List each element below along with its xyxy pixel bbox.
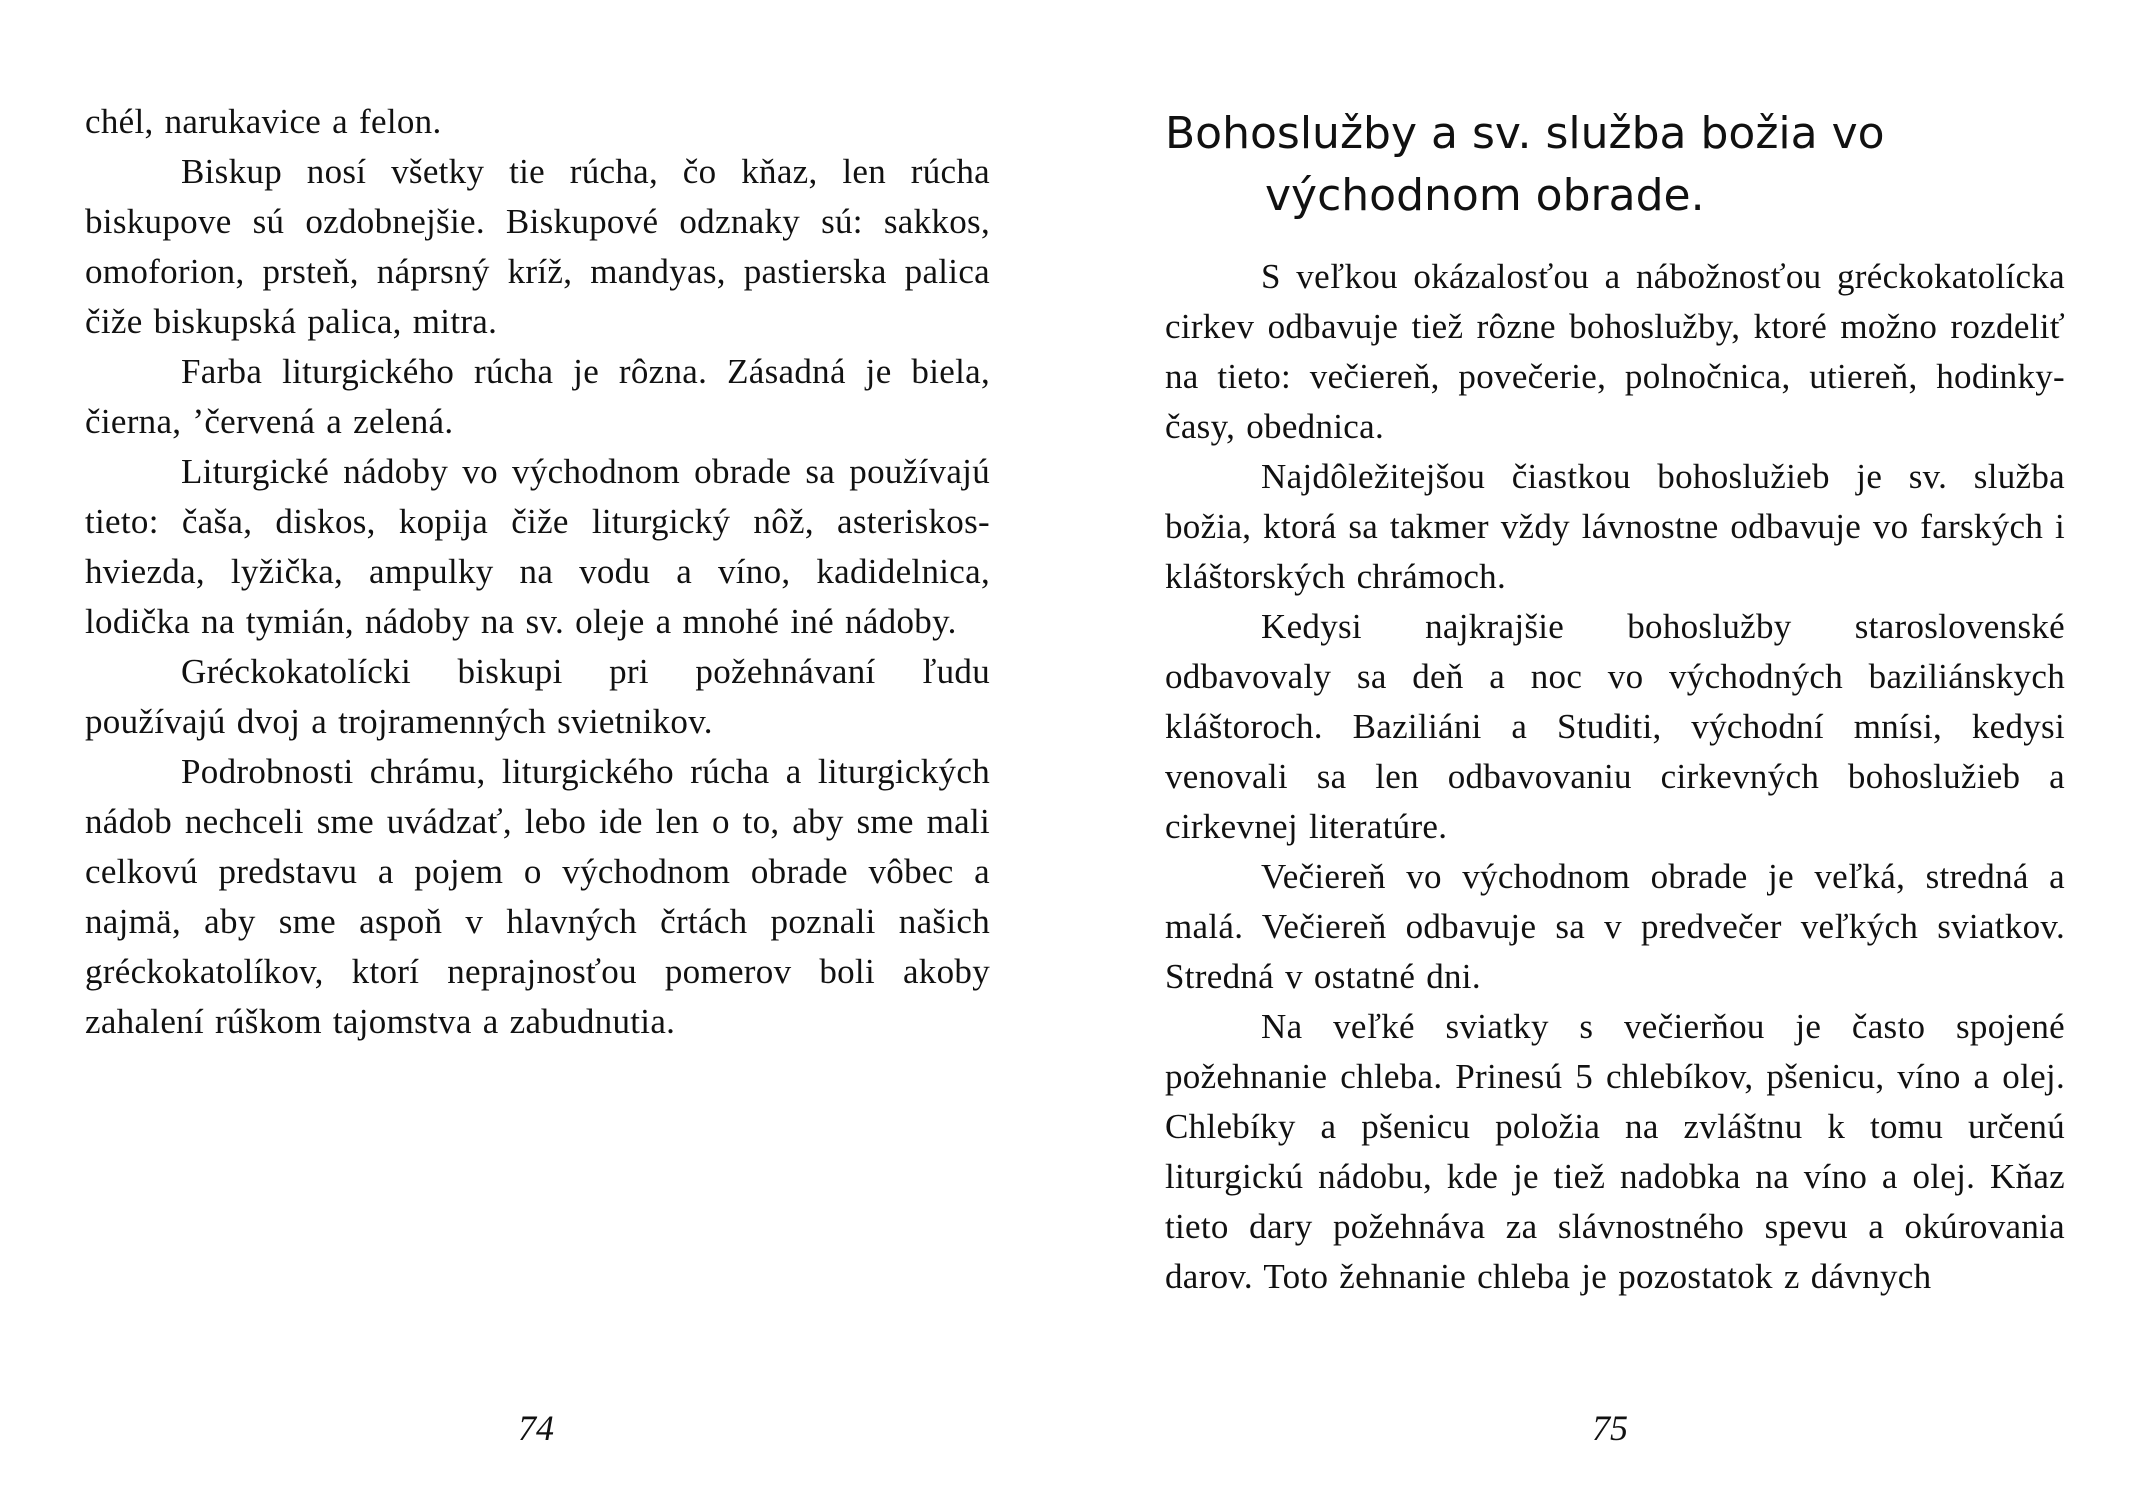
paragraph: Farba liturgického rúcha je rôzna. Zásadná je biela, čierna, ʼčervená a zelená. <box>85 352 990 441</box>
paragraph: chél, narukavice a felon. <box>85 102 442 141</box>
paragraph: Večiereň vo východnom obrade je veľká, stredná a malá. Večiereň odbavuje sa v predvečer veľkých sviatkov. Stredná v ostatné dni. <box>1165 857 2065 996</box>
section-heading: Bohoslužby a sv. služba božia vo východnom obrade. <box>1165 108 1885 221</box>
left-page <box>85 0 990 1500</box>
right-page <box>1165 0 2065 1500</box>
page-number: 74 <box>518 1408 554 1448</box>
paragraph: Gréckokatolícki biskupi pri požehnávaní ľudu používajú dvoj a trojramenných svietnikov. <box>85 652 990 741</box>
paragraph: S veľkou okázalosťou a nábožnosťou gréckokatolícka cirkev odbavuje tiež rôzne bohoslužby, ktoré možno rozdeliť na tieto: večiereň, povečerie, polnočnica, utiereň, hodinky-časy, obednica. <box>1165 257 2065 446</box>
paragraph: Najdôležitejšou čiastkou bohoslužieb je sv. služba božia, ktorá sa takmer vždy lávnostne odbavuje vo farských i kláštorských chrámoch. <box>1165 457 2065 596</box>
paragraph: Liturgické nádoby vo východnom obrade sa používajú tieto: čaša, diskos, kopija čiže liturgický nôž, asteriskos-hviezda, lyžička, ampulky na vodu a víno, kadidelnica, lodička na tymián, nádoby na sv. oleje a mnohé iné nádoby. <box>85 452 990 641</box>
paragraph: Biskup nosí všetky tie rúcha, čo kňaz, len rúcha biskupove sú ozdobnejšie. Biskupové odznaky sú: sakkos, omoforion, prsteň, náprsný kríž, mandyas, pastierska palica čiže biskupská palica, mitra. <box>85 152 990 341</box>
paragraph: Podrobnosti chrámu, liturgického rúcha a liturgických nádob nechceli sme uvádzať, lebo ide len o to, aby sme mali celkovú predstavu a pojem o východnom obrade vôbec a najmä, aby sme aspoň v hlavných črtách poznali našich gréckokatolíkov, ktorí neprajnosťou pomerov boli akoby zahalení rúškom tajomstva a zabudnutia. <box>85 752 990 1041</box>
paragraph: Na veľké sviatky s večierňou je často spojené požehnanie chleba. Prinesú 5 chlebíkov, pšenicu, víno a olej. Chlebíky a pšenicu položia na zvláštnu k tomu určenú liturgickú nádobu, kde je tiež nadobka na víno a olej. Kňaz tieto dary požehnáva za slávnostného spevu a okúrovania darov. Toto žehnanie chleba je pozostatok z dávnych <box>1165 1007 2065 1296</box>
left-page-text <box>85 97 990 1047</box>
right-page-text <box>1165 252 2065 1302</box>
paragraph: Kedysi najkrajšie bohoslužby staroslovenské odbavovaly sa deň a noc vo východných baziliánskych kláštoroch. Baziliáni a Studiti, východní mnísi, kedysi venovali sa len odbavovaniu cirkevných bohoslužieb a cirkevnej literatúre. <box>1165 607 2065 846</box>
page-number: 75 <box>1592 1408 1628 1448</box>
